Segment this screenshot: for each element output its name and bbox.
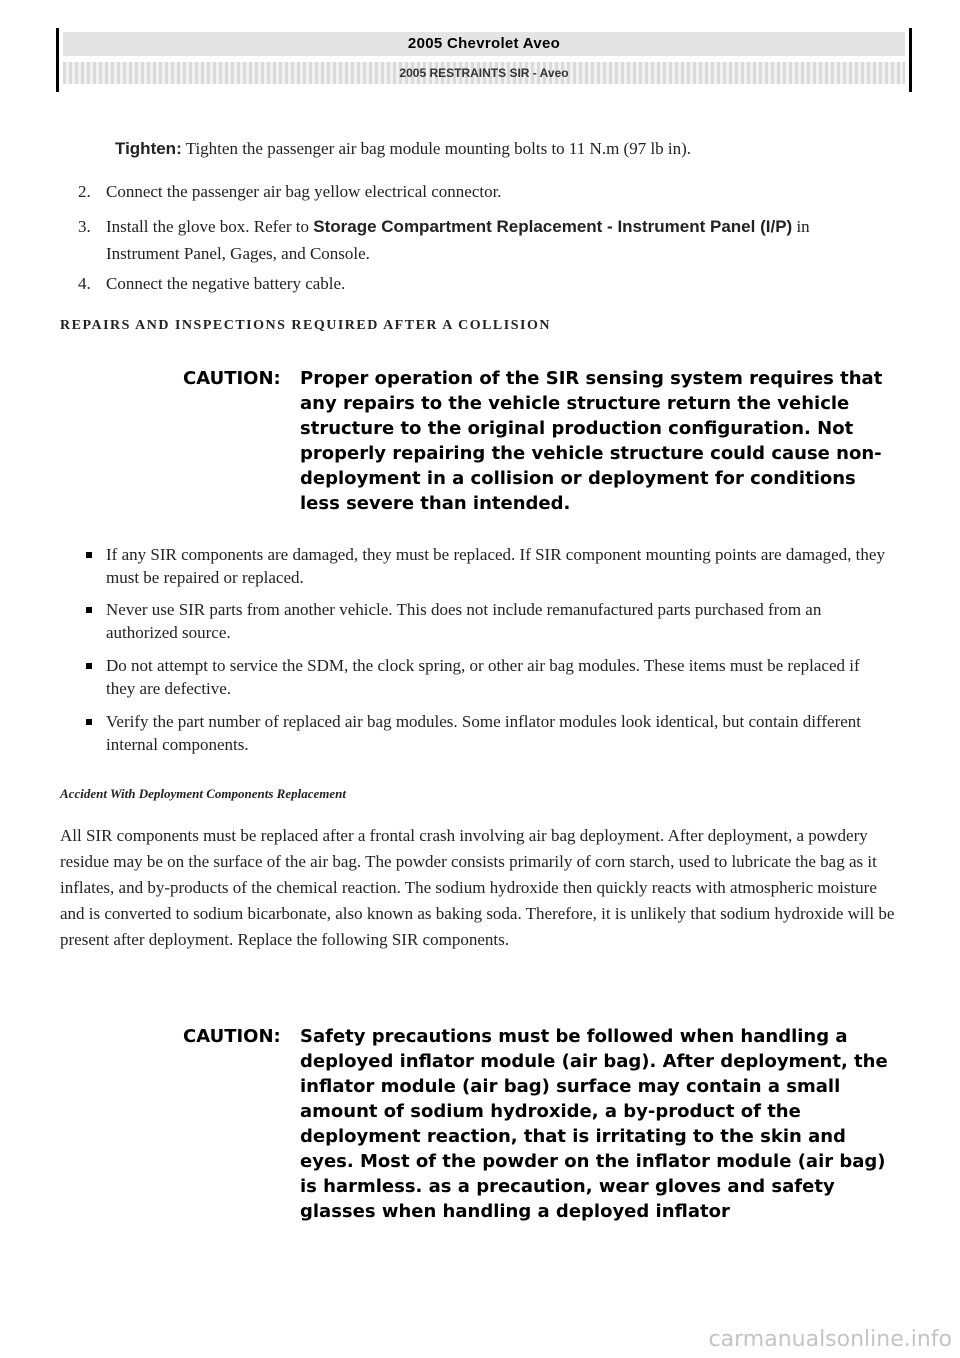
step-number: 4. — [78, 274, 91, 293]
bullet-text: Verify the part number of replaced air bag modules. Some inflator modules look identical, but contain different internal components. — [106, 712, 862, 754]
step-number: 2. — [78, 182, 91, 201]
tighten-text: Tighten the passenger air bag module mounting bolts to 11 N.m (97 lb in). — [181, 139, 692, 158]
step-text — [106, 213, 876, 267]
step-text-before: Install the glove box. Refer to — [106, 217, 314, 236]
bullet-icon — [86, 719, 92, 725]
tighten-label: Tighten: — [115, 139, 182, 158]
bullet-icon — [86, 663, 92, 669]
tighten-instruction — [115, 137, 691, 161]
step-number: 3. — [78, 217, 91, 236]
step-text: Connect the negative battery cable. — [106, 274, 346, 293]
caution-text: Safety precautions must be followed when handling a deployed inflator module (air bag). After deployment, the inflator module (air bag) surface may contain a small amount of sodium hydroxide, a by-product of the deployment reaction, that is irritating to the skin and eyes. Most of the powder on the inflator module (air bag) is harmless. as a precaution, wear gloves and safety glasses when handling a deployed inflator — [300, 1026, 888, 1222]
caution-label: CAUTION: — [183, 1026, 281, 1047]
section-title: REPAIRS AND INSPECTIONS REQUIRED AFTER A COLLISION — [60, 318, 551, 333]
subsection-heading: Accident With Deployment Components Replacement — [60, 786, 346, 801]
bullet-text: Do not attempt to service the SDM, the clock spring, or other air bag modules. These items must be replaced if they are defective. — [106, 656, 860, 698]
page-header — [56, 28, 912, 92]
bullet-icon — [86, 607, 92, 613]
header-subtitle: 2005 RESTRAINTS SIR - Aveo — [63, 62, 905, 84]
caution-label: CAUTION: — [183, 368, 281, 389]
step-text-after: in Instrument Panel, Gages, and Console. — [106, 217, 810, 263]
step-text: Connect the passenger air bag yellow electrical connector. — [106, 182, 502, 201]
watermark: carmanualsonline.info — [708, 1327, 952, 1352]
body-paragraph: All SIR components must be replaced after a frontal crash involving air bag deployment. After deployment, a powdery residue may be on the surface of the air bag. The powder consists primarily of corn starch, used to lubricate the bag as it inflates, and by-products of the chemical reaction. The sodium hydroxide then quickly reacts with atmospheric moisture and is converted to sodium bicarbonate, also known as baking soda. Therefore, it is unlikely that sodium hydroxide will be present after deployment. Replace the following SIR components. — [60, 826, 895, 949]
bullet-icon — [86, 552, 92, 558]
bullet-text: Never use SIR parts from another vehicle. This does not include remanufactured parts purchased from an authorized source. — [106, 600, 822, 642]
caution-text: Proper operation of the SIR sensing system requires that any repairs to the vehicle structure return the vehicle structure to the original production configuration. Not properly repairing the vehicle structure could cause non-deployment in a collision or deployment for conditions less severe than intended. — [300, 368, 883, 514]
header-title: 2005 Chevrolet Aveo — [63, 32, 905, 56]
bullet-text: If any SIR components are damaged, they must be replaced. If SIR component mounting points are damaged, they must be repaired or replaced. — [106, 545, 885, 587]
storage-compartment-link[interactable]: Storage Compartment Replacement - Instrument Panel (I/P) — [313, 217, 793, 236]
